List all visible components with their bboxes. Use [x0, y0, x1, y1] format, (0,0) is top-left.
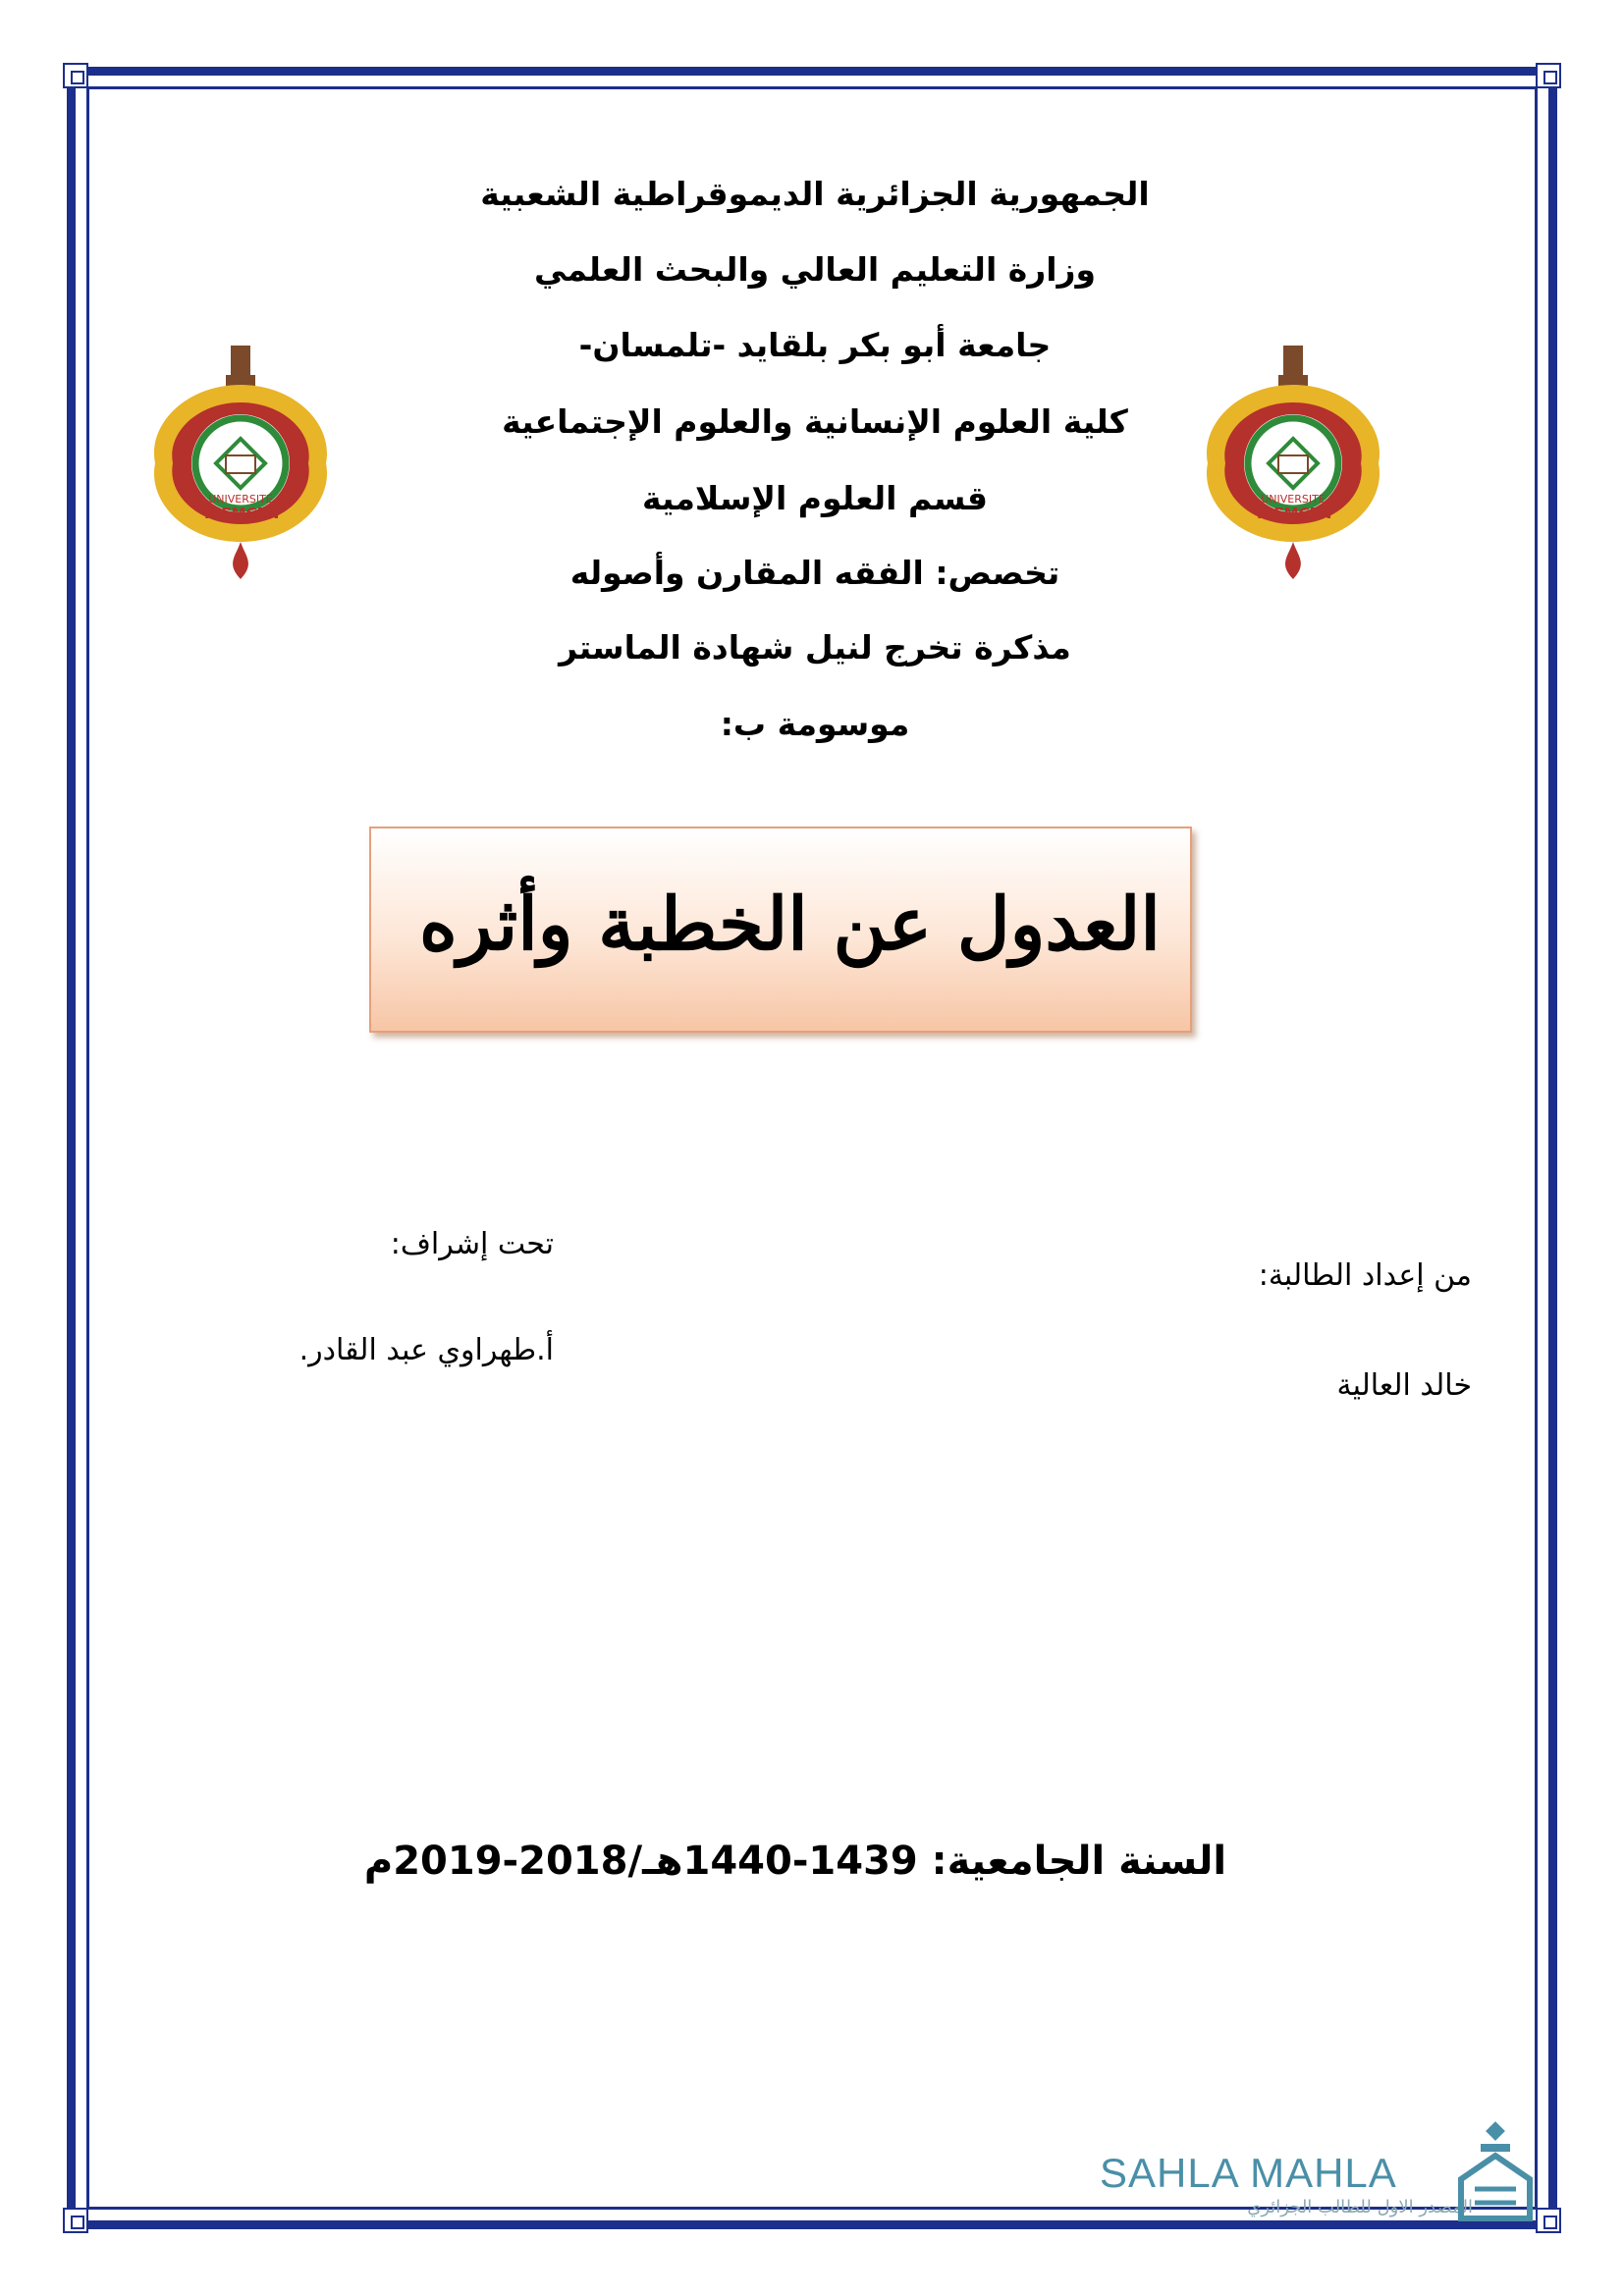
header-ministry: وزارة التعليم العالي والبحث العلمي	[533, 250, 1097, 289]
supervisor-name: أ.طهراوي عبد القادر.	[298, 1333, 554, 1367]
university-seal-icon	[1207, 346, 1380, 579]
watermark-brand: SAHLA MAHLA	[1100, 2150, 1397, 2196]
student-name: خالد العالية	[1336, 1368, 1472, 1403]
title-box	[369, 827, 1192, 1033]
watermark-logo-icon	[1451, 2120, 1540, 2228]
university-logo-right	[1200, 346, 1386, 581]
frame-corner-top-right	[1536, 63, 1561, 88]
frame-corner-bottom-left	[63, 2208, 88, 2233]
header-university: جامعة أبو بكر بلقايد -تلمسان-	[578, 326, 1052, 364]
thesis-title: العدول عن الخطبة وأثره	[419, 882, 1161, 967]
svg-text:UNIVERSITE: UNIVERSITE	[208, 493, 273, 506]
header-republic: الجمهورية الجزائرية الديموقراطية الشعبية	[480, 175, 1150, 213]
frame-corner-top-left	[63, 63, 88, 88]
svg-text:TLEMCEN: TLEMCEN	[1254, 505, 1332, 522]
university-seal-icon	[154, 346, 327, 579]
university-logo-left	[147, 346, 334, 581]
header-department: قسم العلوم الإسلامية	[641, 479, 989, 517]
header-faculty: كلية العلوم الإنسانية والعلوم الإجتماعية	[502, 402, 1128, 441]
header-thesis-type: مذكرة تخرج لنيل شهادة الماستر	[559, 628, 1071, 667]
svg-text:UNIVERSITE: UNIVERSITE	[1261, 493, 1326, 506]
header-titled: موسومة ب:	[720, 705, 910, 743]
svg-text:TLEMCEN: TLEMCEN	[201, 505, 280, 522]
prepared-by-label: من إعداد الطالبة:	[1258, 1258, 1472, 1293]
watermark-tagline: المصدر الاول للطالب الجزائري	[1247, 2197, 1473, 2217]
header-specialty: تخصص: الفقه المقارن وأصوله	[569, 554, 1060, 592]
supervisor-label: تحت إشراف:	[390, 1227, 554, 1261]
academic-year: السنة الجامعية: 1439-1440هـ/2018-2019م	[363, 1839, 1227, 1884]
